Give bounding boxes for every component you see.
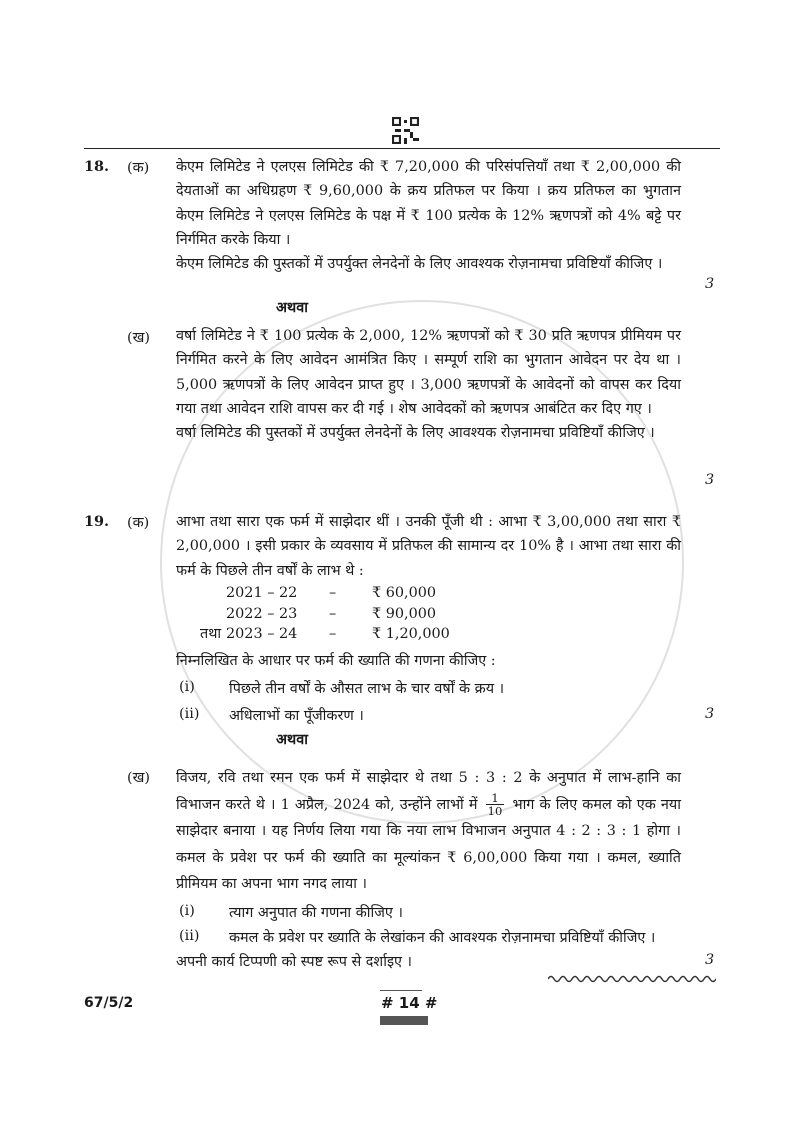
profit-year: 2021 – 22 <box>226 585 298 601</box>
qr-code-icon <box>392 117 419 144</box>
question-instruction: वर्षा लिमिटेड की पुस्तकों में उपर्युक्त लेनदेनों के लिए आवश्यक रोज़नामचा प्रविष्टियाँ कीजिए । <box>176 425 655 442</box>
end-wave-rule <box>548 973 716 985</box>
question-number: 18. <box>84 158 110 175</box>
question-text <box>176 324 681 445</box>
marks: 3 <box>705 276 715 292</box>
item-label: (i) <box>179 679 195 695</box>
profit-dash: – <box>329 585 337 601</box>
or-separator: अथवा <box>276 731 308 748</box>
profit-dash: – <box>329 605 337 622</box>
item-text: पिछले तीन वर्षों के औसत लाभ के चार वर्षों के क्रय । <box>229 681 505 697</box>
profit-year: 2022 – 23 <box>226 605 298 622</box>
profit-table <box>176 583 476 645</box>
fraction-denominator: 10 <box>487 804 503 818</box>
marks: 3 <box>705 472 715 488</box>
profit-dash: – <box>329 626 337 642</box>
question-paragraph <box>176 765 681 898</box>
question-paragraph: आभा तथा सारा एक फर्म में साझेदार थीं । उनकी पूँजी थी : आभा ₹ 3,00,000 तथा सारा ₹ 2,00,000 । इसी प्रकार के व्यवसाय में प्रतिफल की सामान्य दर 10% है । आभा तथा सारा की फर्म के पिछले तीन वर्षों के लाभ थे : <box>176 514 681 579</box>
profit-year: 2023 – 24 <box>226 626 298 642</box>
question-number: 19. <box>84 513 110 530</box>
question-paragraph: वर्षा लिमिटेड ने ₹ 100 प्रत्येक के 2,000, 12% ऋणपत्रों को ₹ 30 प्रति ऋणपत्र प्रीमियम पर निर्गमित करने के लिए आवेदन आमंत्रित किए । सम्पूर्ण राशि का भुगतान आवेदन पर देय था । 5,000 ऋणपत्रों के लिए आवेदन प्राप्त हुए । 3,000 ऋणपत्रों के आवेदनों को वापस कर दिया गया तथा आवेदन राशि वापस कर दी गई । शेष आवेदकों को ऋणपत्र आबंटित कर दिए गए । <box>176 328 681 417</box>
item-text: कमल के प्रवेश पर ख्याति के लेखांकन की आवश्यक रोज़नामचा प्रविष्टियाँ कीजिए । <box>229 930 656 946</box>
sub-question-label: (ख) <box>127 770 151 786</box>
fraction-numerator: 1 <box>486 792 505 805</box>
item-text: त्याग अनुपात की गणना कीजिए । <box>229 905 403 921</box>
paragraph-text: भाग के लिए कमल को एक नया साझेदार बनाया । यह निर्णय लिया गया कि नया लाभ विभाजन अनुपात 4 : 2 : 3 : 1 होगा । कमल के प्रवेश पर फर्म की ख्याति का मूल्यांकन ₹ 6,00,000 किया गया । कमल, ख्याति प्रीमियम का अपना भाग नगद लाया । <box>176 796 681 892</box>
profit-prefix: तथा <box>200 626 222 642</box>
header-rule <box>84 148 720 149</box>
page-number-bar <box>380 1016 428 1025</box>
sub-question-label: (क) <box>127 160 150 176</box>
question-instruction: निम्नलिखित के आधार पर फर्म की ख्याति की गणना कीजिए : <box>176 653 496 669</box>
item-label: (i) <box>179 903 195 919</box>
closing-instruction: अपनी कार्य टिप्पणी को स्पष्ट रूप से दर्शाइए । <box>176 954 412 970</box>
marks: 3 <box>705 952 715 968</box>
fraction <box>486 792 505 817</box>
marks: 3 <box>705 706 715 722</box>
question-paragraph: केएम लिमिटेड ने एलएस लिमिटेड की ₹ 7,20,000 की परिसंपत्तियाँ तथा ₹ 2,00,000 की देयताओं का अधिग्रहण ₹ 9,60,000 के क्रय प्रतिफल पर किया । क्रय प्रतिफल का भुगतान केएम लिमिटेड ने एलएस लिमिटेड के पक्ष में ₹ 100 प्रत्येक के 12% ऋणपत्रों को 4% बट्टे पर निर्गमित करके किया । <box>176 159 681 248</box>
page-number-rule <box>380 990 422 991</box>
sub-question-label: (क) <box>127 515 150 531</box>
page-number: # 14 # <box>381 994 438 1012</box>
profit-amount: ₹ 90,000 <box>372 605 437 622</box>
item-text: अधिलाभों का पूँजीकरण । <box>229 708 364 724</box>
or-separator: अथवा <box>276 299 308 316</box>
profit-amount: ₹ 1,20,000 <box>372 626 450 642</box>
paragraph-text: विजय, रवि तथा रमन एक फर्म में साझेदार थे तथा 5 : 3 : 2 के अनुपात में लाभ-हानि का विभाजन करते थे । 1 अप्रैल, 2024 को, उन्होंने लाभों में <box>176 770 681 813</box>
question-text <box>176 155 681 276</box>
item-label: (ii) <box>179 706 200 722</box>
paper-code: 67/5/2 <box>84 995 134 1011</box>
item-label: (ii) <box>179 928 200 944</box>
sub-question-label: (ख) <box>127 330 151 346</box>
question-instruction: केएम लिमिटेड की पुस्तकों में उपर्युक्त लेनदेनों के लिए आवश्यक रोज़नामचा प्रविष्टियाँ कीजिए । <box>176 256 663 273</box>
profit-amount: ₹ 60,000 <box>372 585 437 601</box>
